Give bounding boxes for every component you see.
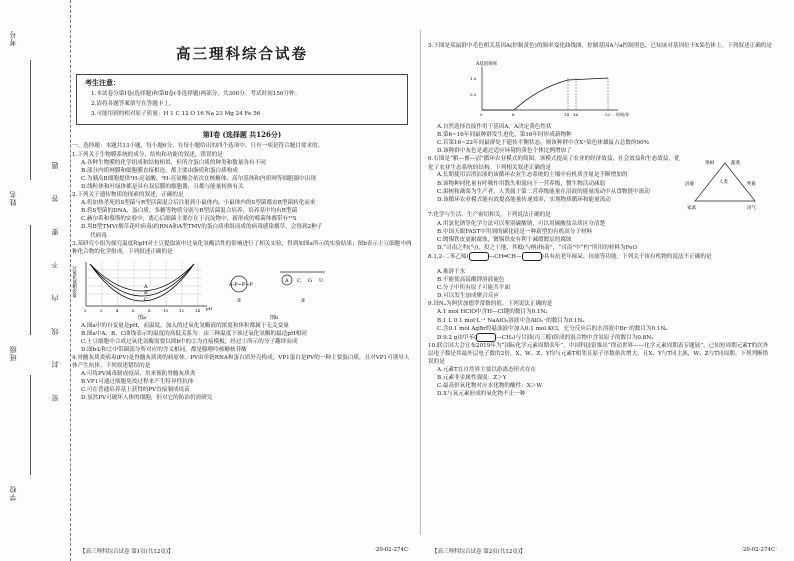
footer-code: ·20-02-274C· [741, 547, 777, 553]
fig6-node: 人类 [719, 180, 728, 186]
question-option: B.该物种同化量有呼吸作用散失和流向下一营养级，微生物活动减弱 [437, 180, 606, 187]
fig-a-curve-label: C [144, 296, 148, 303]
question-option: D.9.2 g由甲苯( —CH₃)与甘油(丙三醇)组成的混合物中含氢原子的数目为0.8Nₐ [437, 334, 654, 341]
page-one [72, 40, 412, 402]
fig-a-tick: 4 [116, 307, 119, 313]
question-stem: 7.化学与生活、生产密切相关。下列说法正确的是 [428, 212, 551, 219]
question-option: B.不能使高锰酸钾溶液褪色 [437, 277, 505, 284]
fig-b-label: ② [301, 297, 306, 304]
question-option: C.若第16~22年间鼠群处于遗传平衡状态，则该种群中含X⁺染色体雄鼠占总数的90% [437, 140, 649, 147]
page-one-footer [80, 547, 410, 555]
notice-item: 1.本试卷分第Ⅰ卷(选择题)和第Ⅱ卷(非选择题)两部分，共300分。考试时间150分钟。 [91, 91, 301, 98]
notice-item: 2.请将各题答案填写在答题卡上。 [91, 101, 175, 108]
question-option: D.“司南之杓(勺)，投之于地，其柢(勺柄)指南”，“司南”中“杓”所用的材料为FeO [437, 244, 638, 251]
question-option: B.中国天眼FAST中用到的碳化硅是一种新型的有机高分子材料 [437, 228, 593, 235]
question-option: C.含0.1 mol AgBr的悬浊液中加入0.1 mol KCl，充分反应后的水溶液中Br⁻的数目为0.1Nₐ [437, 325, 668, 332]
question-option: C.土豆细胞中合成过氧化氢酶需要以图b中的②为直接模板，经过①所示的分子翻译而成 [81, 338, 298, 345]
figure-6 [683, 155, 768, 211]
fig-a-curve-label: B [144, 289, 148, 296]
page-divider [420, 30, 421, 535]
exam-no-line [30, 60, 31, 180]
fig-a-curve-c [90, 264, 194, 301]
q6-text [428, 155, 683, 211]
benzene-ring-icon [469, 252, 489, 261]
school-label: 学校 [9, 485, 17, 501]
question-stem: 4.骨髓灰质炎病毒(PV)是脊髓灰质炎的病原体。PV由单链RNA和蛋白质外壳构成，VP1蛋白是PV的一种主要蛋白质，且对VP1可诱导人体产生抗体。下列叙述错误的是 [72, 354, 410, 370]
name-line [30, 225, 31, 335]
fig-a-ylabel: 过氧化氢剩余量 [72, 265, 77, 298]
question-option: D.虽然PV可破坏人体的细胞，但对它的防治仍需研究 [81, 395, 213, 402]
class-label: 班级 [9, 345, 17, 361]
question-option: D.用B型TMV(烟草花叶病毒)的RNA和A型TMV的蛋白质重组而成的病毒感染烟草，会得到2种子 [81, 224, 323, 231]
fig6-node: 果树 [705, 161, 714, 167]
fig-a-tick: 10 [163, 307, 169, 313]
question-stem: 2.下列关于遗传物质的探索的叙述，正确的是 [72, 192, 184, 199]
page-two [428, 42, 773, 398]
fig5-ytick: 1.0 [470, 76, 477, 81]
footer-page-label: 【高三理科综合试卷 第2页(共12页)】 [432, 549, 526, 555]
fig-a-curve-a [90, 264, 194, 291]
fig5-xtick: 14 [564, 112, 570, 117]
fig6-node: 沼气 [747, 206, 756, 212]
question-option: A.将加热杀死的S型菌与R型活菌混合后注射到小鼠体内，小鼠体内的S型菌都由R型菌转化而来 [81, 200, 316, 207]
question-stem: 5.下图是某鼠群中毛色相关基因A(控制黄色)的频率变化曲线图，控制基因A与a控制黑色，已知该对基因位于X染色体上。下列叙述正确的是 [428, 43, 772, 49]
question-option: D.可以发生加成聚合反应 [437, 293, 500, 300]
fig-a-curve-label: A [144, 283, 148, 290]
question-option: A.长期使用沼渣沼液的该循环农业生态系统的土壤中有机质含量是不断增加的 [437, 172, 628, 179]
class-line [30, 375, 31, 475]
benzene-ring-icon [522, 252, 542, 261]
question-option: A.难溶于水 [437, 268, 466, 275]
fig-b-caption: 图b [270, 314, 279, 320]
fig-a-caption: 图a [138, 314, 146, 320]
question-stem: 1.下列关于生物膜系统的成分、结构和功能的叙述，错误的是 [72, 151, 223, 158]
q8-stem-start: 8.1,2-二苯乙烯( [428, 253, 469, 260]
exam-no-label: 考号 [9, 30, 17, 46]
seal-line-text: 密 封 线 内 不 要 答 题 [51, 150, 59, 402]
figure-b [225, 258, 345, 320]
question-option: D.图b①和②中带圈部分所对应的含义相同，都是腺嘌呤核糖核苷酸 [81, 346, 247, 353]
fig-a-tick: 6 [132, 307, 135, 313]
question-option: A.用氯化钠等化学方法可以鉴别碳酸钠，可以用碳酸盐杂质区分清楚 [437, 220, 606, 227]
fig6-node: 蔬菜 [731, 161, 740, 167]
fig5-xtick: 6 [512, 112, 515, 117]
question-option: B.图a中A、B、C曲线表示的温度的高低关系为：由三种温度下该过氧化氢酶的最适pH相同 [81, 330, 307, 337]
question-option: A.可将PV减毒制成疫苗，用来预防脊髓灰质炎 [81, 370, 196, 377]
page-two-footer [432, 547, 777, 555]
figure-a [72, 258, 217, 320]
fig-b-base: U [319, 277, 324, 284]
fig5-ylabel: A基因频率 [476, 62, 498, 67]
fig5-xlabel: 时间/年 [616, 112, 630, 117]
question-option: A.1 mol HClO中含H—Cl键的数目为0.1Nₐ [437, 309, 548, 316]
question-option: C.分子中所有原子可能共平面 [437, 285, 510, 292]
fig6-node: 家禽 [687, 206, 696, 212]
fig-b-base: G [308, 277, 312, 284]
fig-a-tick: 12 [179, 307, 185, 313]
section-title: 第Ⅰ卷 (选择题 共126分) [202, 130, 282, 140]
question-stem: 3.某研究小组为探究温度和pH对土豆提取液中过氧化氢酶活性的影响进行了相关实验，得到如图a所示的实验结果；图b表示土豆细胞中两种化合物的化学组成。下列叙述正确的是 [72, 240, 412, 255]
fig6-node: 牲畜 [747, 182, 756, 188]
notice-box [76, 74, 408, 125]
question-option: A.元素T在自然界主要以游离态形式存在 [437, 366, 537, 373]
section-intro: 一、选择题：本题共13小题，每小题6分。在每小题给出的四个选项中，只有一项是符合题目要求的。 [72, 143, 324, 150]
notice-item: 3.可能用到的相对原子质量：H 1 C 12 O 16 Na 23 Mg 24 Fe 56 [91, 111, 261, 118]
question-option: C.最高价氧化物对应水化物的酸性：X＞W [437, 382, 543, 389]
fig5-ytick: 0.5 [470, 92, 477, 97]
fig5-curve [482, 78, 608, 110]
question-option: C.果树和蔬菜为生产者，人类属于第二营养级能量在沼液的能量流动中从食物链中流动 [437, 188, 650, 195]
q8-stem-end: )具有抗老年痴呆、抗癌等功能。下列关于该有机物的说法不正确的是 [541, 253, 712, 260]
fig-a-tick: 2 [100, 307, 103, 313]
q6-block [428, 155, 773, 211]
question-option: C.为胰岛B细胞提供³H-亮氨酸，³H-亮氨酸会依次在核糖体、高尔基体和内质网等细胞器中出现 [81, 175, 316, 182]
question-option: B.元素非金属性强弱：Z＞Y [437, 374, 507, 381]
figure-5 [468, 58, 638, 120]
question-stem: 9.设Nₐ为阿伏加德罗常数的值。下列说法正确的是 [428, 301, 553, 308]
fig-a-tick: 8 [148, 307, 151, 313]
fig5-xtick: 22 [605, 112, 611, 117]
q9-option-d-end: )与甘油(丙三醇)组成的混合物中含氢原子的数目为0.8Nₐ [513, 334, 654, 341]
fig-a-tick: 0 [84, 307, 87, 313]
question-option: D.该循环农业模式能有效提高能量传递效率，实现物质循环和能量流动 [437, 196, 611, 203]
question-option: C.可在普通培养基上获得的PV直接制成疫苗 [81, 387, 190, 394]
binding-margin [0, 0, 71, 561]
notice-heading: 考生注意： [85, 78, 120, 87]
question-option: A.各种生物膜的化学组成和结构相似，但所含蛋白质的种类和数量各有不同 [81, 159, 266, 166]
question-option: C.赫尔希和蔡斯的实验中，离心后细菌主要存在于沉淀物中，新形成的噬菌体都带有³²S [81, 216, 297, 223]
question-stem: 6.右图是“粮—畜—沼”循环农业模式的简图，该模式提高了农业的经济效益，社会效益和生态效益，优化了农业生态系统的结构。下列相关叙述正确的是 [428, 156, 680, 171]
fig5-xtick: 16 [573, 112, 579, 117]
question-option-tail: 代病毒 [90, 232, 107, 239]
question-stem: 8.1,2-二苯乙烯( —CH═CH— )具有抗老年痴呆、抗癌等功能。下列关于该有机物的说法不正确的是 [428, 253, 712, 260]
figure-row [72, 258, 412, 320]
fig-b-label: ① [237, 297, 242, 304]
question-option: B.VP1可通过细胞免疫过程来产生特异性抗体 [81, 379, 194, 386]
footer-code: ·20-02-274C· [374, 547, 410, 553]
question-option: A.图a中的自变量是pH，而温度，加入的过氧化氢酶液的浓度和体积都属于无关变量 [81, 322, 289, 329]
question-option: B.第6~16年间鼠种群发生进化，第16年时形成新物种 [437, 132, 572, 139]
q9-option-d-start: D.9.2 g由甲苯( [437, 334, 477, 341]
question-option: D.该种群中灰色是通过适应环境的黄色个体比例增加了 [437, 148, 572, 155]
question-option: D.线粒体和叶绿体都是具有双层膜的细胞器，且都与能量转换有关 [81, 183, 244, 190]
benzene-ring-icon [476, 333, 496, 342]
exam-title: 高三理科综合试卷 [176, 46, 308, 63]
question-option: B.1 L 0.1 mol·L⁻¹ NaAlO₂溶液中含AlO₂⁻的数目为0.1Nₐ [437, 317, 585, 324]
question-option: B.将S型菌的DNA、蛋白质、多糖等物质分别与R型活菌混合培养，培养基中均有R型菌 [81, 208, 298, 215]
name-label: 姓名 [9, 190, 17, 206]
question-option: C.镀锡铁皮更耐腐蚀，镀锡铁皮有利于减缓镀层的腐蚀 [437, 236, 572, 243]
question-option: B.部分内质网膜和细胞膜直接相连，都主要由脂质和蛋白质构成 [81, 167, 238, 174]
question-option: D.X与氧元素形成的氧化物不止一种 [437, 391, 526, 398]
fig6-node: 沼液 [685, 182, 694, 188]
fig-b-base: C [297, 277, 301, 284]
fig5-xtick: 0 [480, 112, 483, 117]
fig-a-xlabel: pH [206, 305, 213, 311]
fig-b-base: A [285, 277, 289, 284]
question-stem: 10.联合国大会宣布2019年为“国际化学元素周期表年”，中国科技馆推出“律动世界——化学元素周期表专题展”。已知短周期元素T的次外层电子数是其最外层电子数的2倍，X、W、Z、Y均与元素T相邻且原子序数依次增大，且X、Y与T同主族，W、Z与T同周期。下列判断错误的是 [428, 342, 769, 365]
footer-page-label: 【高三理科综合试卷 第1页(共12页)】 [80, 549, 174, 555]
question-option: A.自然选择直接作用于基因A，A决定黄色性状 [437, 124, 552, 131]
fig-a-tick: 14 [195, 307, 201, 313]
fig-b-mol1: A-P~P~P [229, 281, 253, 288]
